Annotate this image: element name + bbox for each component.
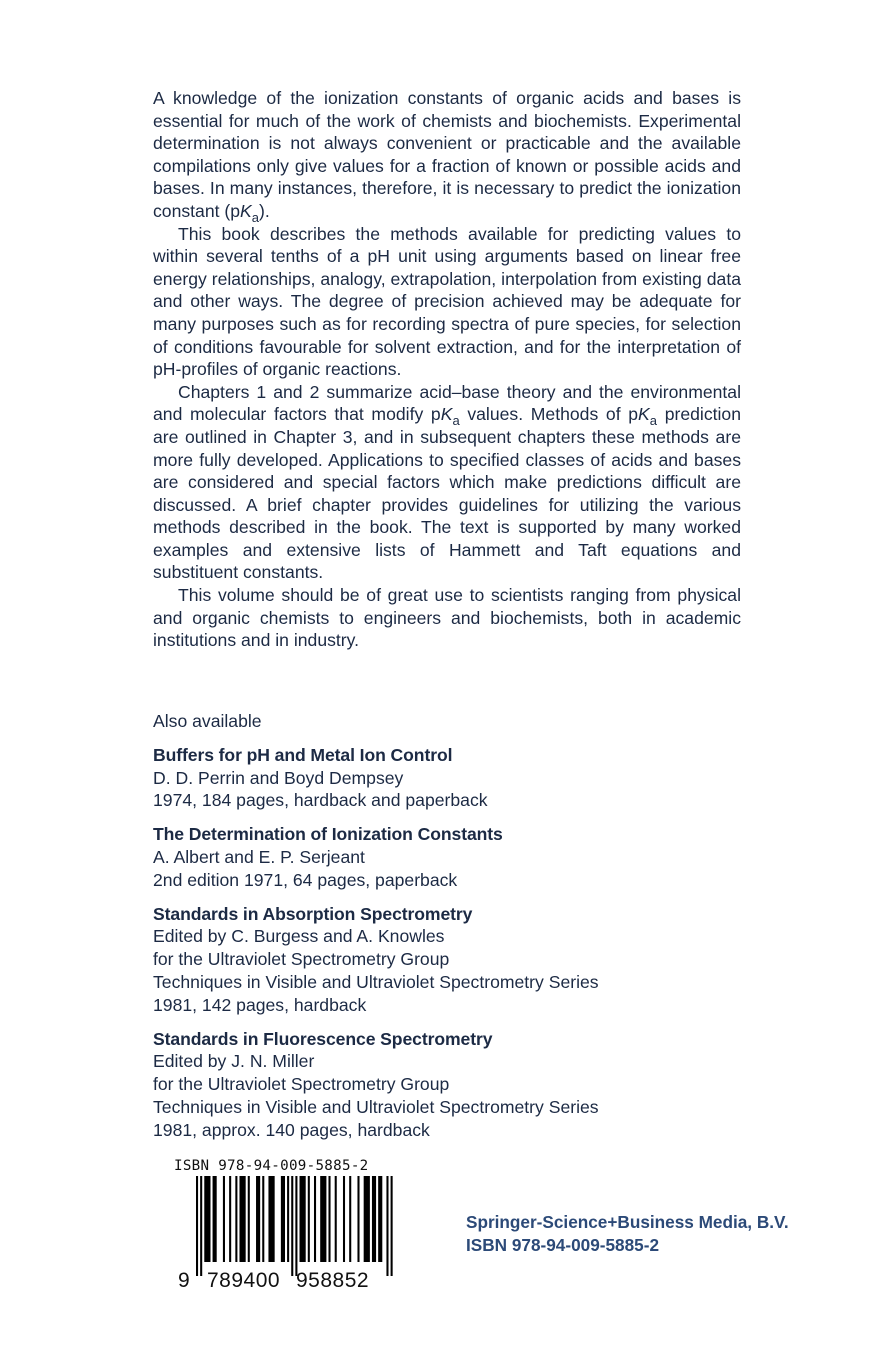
book-entry [153,903,753,1017]
also-available-section [153,710,753,1153]
barcode-digit-first: 9 [178,1269,190,1290]
blurb-paragraph-1: A knowledge of the ionization constants of organic acids and bases is essential for much of the work of chemists and biochemists. Experimental determination is not always convenient or practicable and the available compilations only give values for a fraction of known or possible acids and bases. In many instances, therefore, it is necessary to predict the ionization constant $(pK_a)$. [153,88,741,225]
barcode-bar [335,1176,337,1262]
blurb-paragraph-3: Chapters 1 and 2 summarize acid–base theory and the environmental and molecular factors that modify $pK_a$ values. Methods of $pK_a$ prediction are outlined in Chapter 3, and in subsequent chapters these methods are more fully developed. Applications to specified classes of acids and bases are considered and special factors which make predictions difficult are discussed. A brief chapter provides guidelines for utilizing the various methods described in the book. The text is supported by many worked examples and extensive lists of Hammett and Taft equations and substituent constants. [153,381,741,583]
barcode-bar [196,1176,198,1276]
barcode-bar [357,1176,359,1262]
blurb-paragraph-4: This volume should be of great use to scientists ranging from physical and organic chemists to engineers and biochemists, both in academic institutions and in industry. [153,585,741,651]
book-detail: for the Ultraviolet Spectrometry Group [153,949,450,970]
barcode-bar [239,1176,245,1262]
book-entry [153,823,753,891]
barcode-bar [314,1176,316,1262]
barcode-bar [295,1176,297,1276]
barcode-bar [287,1176,289,1262]
barcode-bar [343,1176,345,1262]
isbn-barcode [174,1158,414,1290]
barcode-bar [372,1176,376,1262]
book-detail: D. D. Perrin and Boyd Dempsey [153,767,404,788]
book-title: The Determination of Ionization Constants [153,824,503,845]
book-title: Standards in Fluorescence Spectrometry [153,1028,493,1049]
barcode-bar [349,1176,351,1262]
book-blurb [153,87,741,652]
barcode-bar [213,1176,217,1262]
barcode-digits-left: 789400 [207,1269,281,1290]
publisher-name: Springer-Science+Business Media, B.V. [466,1212,789,1232]
book-detail: 2nd edition 1971, 64 pages, paperback [153,869,458,890]
barcode-bar [248,1176,250,1262]
book-detail: for the Ultraviolet Spectrometry Group [153,1074,450,1095]
publisher-isbn: ISBN 978-94-009-5885-2 [466,1235,659,1255]
barcode-isbn-label: ISBN 978-94-009-5885-2 [174,1158,369,1174]
barcode-bar [300,1176,306,1262]
barcode-bar [204,1176,210,1262]
barcode-bar [229,1176,231,1262]
barcode-bar [378,1176,382,1262]
also-available-heading: Also available [153,711,262,731]
book-entry [153,744,753,812]
book-detail: A. Albert and E. P. Serjeant [153,846,365,867]
barcode-bar [386,1176,388,1276]
barcode-bar [256,1176,260,1262]
book-detail: Techniques in Visible and Ultraviolet Spectrometry Series [153,1096,599,1117]
barcode-bar [223,1176,225,1262]
book-detail: Edited by C. Burgess and A. Knowles [153,926,445,947]
barcode-bar [308,1176,310,1262]
barcode-bar [391,1176,393,1276]
blurb-paragraph-2: This book describes the methods available for predicting values to within several tenths of a pH unit using arguments based on linear free energy relationships, analogy, extrapolation, interpolation from existing data and other ways. The degree of precision achieved may be adequate for many purposes such as for recording spectra of pure species, for selection of conditions favourable for solvent extraction, and for the interpretation of pH-profiles of organic reactions. [153,223,741,380]
barcode-digits-right: 958852 [296,1269,370,1290]
barcode-bar [200,1176,202,1276]
book-entry [153,1028,753,1142]
book-detail: 1981, approx. 140 pages, hardback [153,1119,430,1140]
barcode-bar [235,1176,237,1262]
barcode-bar [291,1176,293,1276]
book-detail: Techniques in Visible and Ultraviolet Spectrometry Series [153,971,599,992]
book-detail: Edited by J. N. Miller [153,1051,315,1072]
barcode-icon [174,1176,414,1290]
book-detail: 1981, 142 pages, hardback [153,994,367,1015]
barcode-bar [328,1176,330,1262]
barcode-bar [320,1176,326,1262]
barcode-bar [262,1176,264,1262]
book-detail: 1974, 184 pages, hardback and paperback [153,790,488,811]
publisher-block [466,1211,789,1257]
barcode-bar [281,1176,285,1262]
barcode-bar [268,1176,274,1262]
barcode-bar [364,1176,370,1262]
book-title: Standards in Absorption Spectrometry [153,903,473,924]
book-title: Buffers for pH and Metal Ion Control [153,744,453,765]
